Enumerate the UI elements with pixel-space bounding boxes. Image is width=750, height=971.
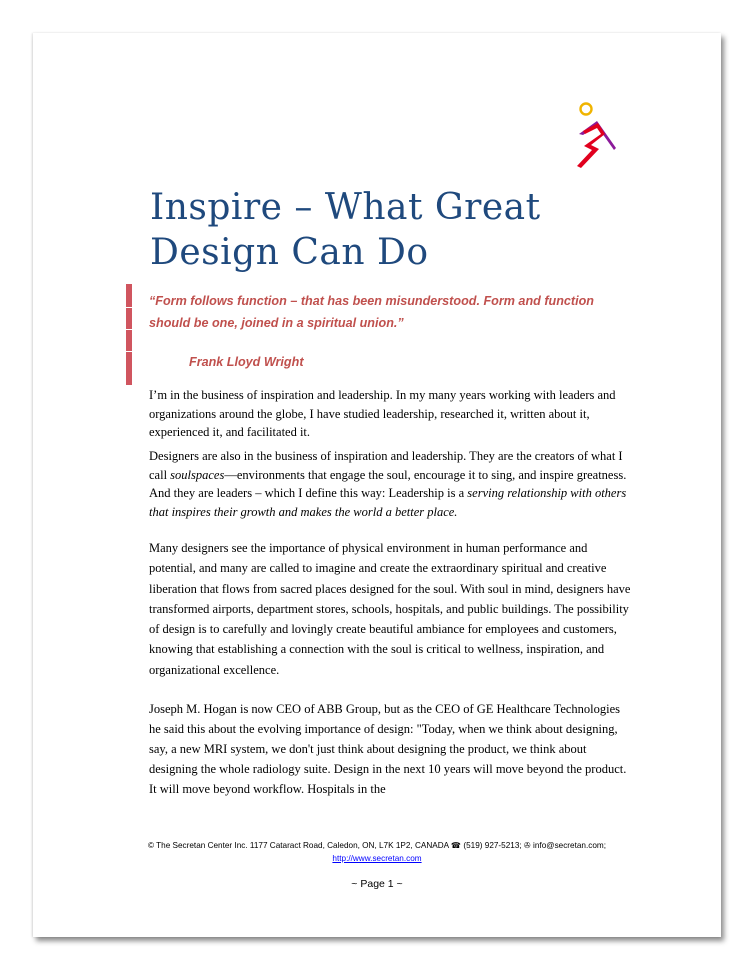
quote-accent-bar <box>126 284 132 385</box>
document-page <box>33 33 721 937</box>
body-paragraph <box>149 699 634 799</box>
page-number: ~ Page 1 ~ <box>351 878 403 890</box>
paragraph-text: —environments that engage the soul, encourage it to sing, and inspire greatness. And they are leaders – which I define this way: Leadership is a <box>149 467 627 500</box>
paragraph-text: Many designers see the importance of physical environment in human performance and potential, and many are called to imagine and create the extraordinary spiritual and creative liberation that flows from sacred places designed for the soul. With soul in mind, designers have transformed airports, department stores, schools, hospitals, and public buildings. The possibility of design is to carefully and lovingly create beautiful ambiance for employees and customers, knowing that establishing a connection with the soul is critical to wellness, inspiration, and organizational excellence. <box>149 541 631 677</box>
footer-address: © The Secretan Center Inc. 1177 Cataract Road, Caledon, ON, L7K 1P2, CANADA ☎ (519) 927-5213; ✇ info@secretan.com; <box>148 841 606 850</box>
paragraph-emphasis: serving relationship with others that inspires their growth and makes the world a better place. <box>149 486 627 519</box>
quote-author: Frank Lloyd Wright <box>189 355 304 369</box>
page-title: Inspire – What Great Design Can Do <box>150 187 541 273</box>
pull-quote: “Form follows function – that has been misunderstood. Form and function should be one, joined in a spiritual union.” <box>149 294 594 330</box>
body-paragraph <box>149 447 634 521</box>
paragraph-text: Joseph M. Hogan is now CEO of ABB Group, but as the CEO of GE Healthcare Technologies he said this about the evolving importance of design: "Today, when we think about designing, say, a new MRI system, we don't just think about designing the product, we think about designing the whole radiology suite. Design in the next 10 years will move beyond the product. It will move beyond workflow. Hospitals in the <box>149 702 627 796</box>
body-paragraph <box>149 386 634 442</box>
paragraph-emphasis: soulspaces <box>170 467 225 482</box>
body-paragraph <box>149 538 634 680</box>
paragraph-text: I’m in the business of inspiration and leadership. In my many years working with leaders and organizations around the globe, I have studied leadership, researched it, written about it, experienced it, and facilitated it. <box>149 388 616 439</box>
paragraph-text: Designers are also in the business of inspiration and leadership. They are the creators of what I call <box>149 449 623 482</box>
footer-website-link[interactable]: http://www.secretan.com <box>332 854 422 863</box>
mountain-sun-logo-icon <box>576 101 616 173</box>
